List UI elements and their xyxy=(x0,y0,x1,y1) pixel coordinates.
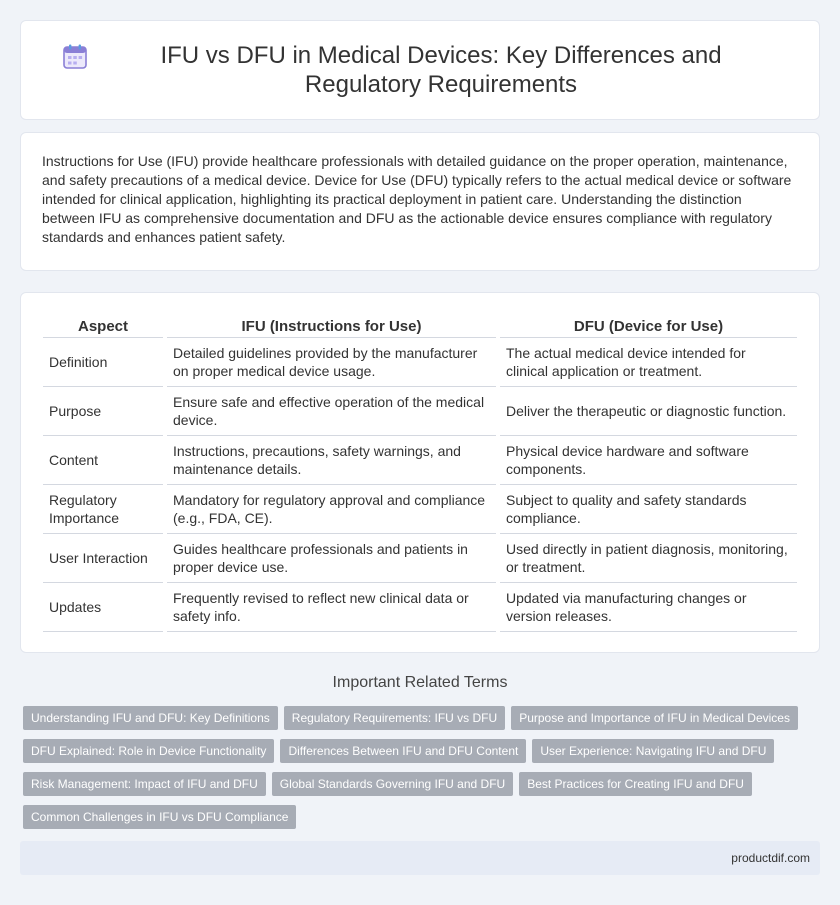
cell-aspect: User Interaction xyxy=(43,534,163,583)
related-tag[interactable]: Global Standards Governing IFU and DFU xyxy=(272,772,513,796)
cell-ifu: Ensure safe and effective operation of the medical device. xyxy=(167,387,496,436)
header-aspect: Aspect xyxy=(43,313,163,338)
related-tag[interactable]: Understanding IFU and DFU: Key Definitions xyxy=(23,706,278,730)
cell-ifu: Detailed guidelines provided by the manufacturer on proper medical device usage. xyxy=(167,338,496,387)
cell-dfu: Updated via manufacturing changes or version releases. xyxy=(500,583,797,632)
table-row xyxy=(43,583,797,632)
cell-dfu: Physical device hardware and software components. xyxy=(500,436,797,485)
table-row xyxy=(43,338,797,387)
cell-aspect: Purpose xyxy=(43,387,163,436)
footer xyxy=(20,841,820,875)
table-row xyxy=(43,436,797,485)
header-dfu: DFU (Device for Use) xyxy=(500,313,797,338)
footer-site-link[interactable]: productdif.com xyxy=(731,851,810,865)
header-ifu: IFU (Instructions for Use) xyxy=(167,313,496,338)
cell-dfu: Deliver the therapeutic or diagnostic function. xyxy=(500,387,797,436)
related-tag[interactable]: Best Practices for Creating IFU and DFU xyxy=(519,772,752,796)
header-inner xyxy=(61,41,779,99)
related-tag[interactable]: User Experience: Navigating IFU and DFU xyxy=(532,739,774,763)
intro-card xyxy=(20,132,820,271)
table-row xyxy=(43,534,797,583)
cell-aspect: Regulatory Importance xyxy=(43,485,163,534)
related-tag[interactable]: DFU Explained: Role in Device Functionality xyxy=(23,739,274,763)
cell-aspect: Definition xyxy=(43,338,163,387)
calendar-icon xyxy=(61,43,89,71)
table-row xyxy=(43,387,797,436)
cell-dfu: Subject to quality and safety standards compliance. xyxy=(500,485,797,534)
related-tag[interactable]: Risk Management: Impact of IFU and DFU xyxy=(23,772,266,796)
cell-dfu: The actual medical device intended for clinical application or treatment. xyxy=(500,338,797,387)
cell-ifu: Mandatory for regulatory approval and compliance (e.g., FDA, CE). xyxy=(167,485,496,534)
related-terms-title: Important Related Terms xyxy=(332,674,508,691)
comparison-card xyxy=(20,292,820,653)
related-tag[interactable]: Common Challenges in IFU vs DFU Compliance xyxy=(23,805,296,829)
related-tag[interactable]: Differences Between IFU and DFU Content xyxy=(280,739,526,763)
cell-dfu: Used directly in patient diagnosis, monitoring, or treatment. xyxy=(500,534,797,583)
header-card xyxy=(20,20,820,120)
cell-aspect: Content xyxy=(43,436,163,485)
cell-ifu: Instructions, precautions, safety warnings, and maintenance details. xyxy=(167,436,496,485)
related-tags xyxy=(23,706,823,838)
comparison-table xyxy=(39,313,801,632)
cell-ifu: Frequently revised to reflect new clinical data or safety info. xyxy=(167,583,496,632)
cell-aspect: Updates xyxy=(43,583,163,632)
table-header-row xyxy=(43,313,797,338)
page-title: IFU vs DFU in Medical Devices: Key Differences and Regulatory Requirements xyxy=(160,42,722,98)
related-tag[interactable]: Purpose and Importance of IFU in Medical Devices xyxy=(511,706,798,730)
cell-ifu: Guides healthcare professionals and patients in proper device use. xyxy=(167,534,496,583)
related-tag[interactable]: Regulatory Requirements: IFU vs DFU xyxy=(284,706,505,730)
intro-text: Instructions for Use (IFU) provide healthcare professionals with detailed guidance on the proper operation, maintenance, and safety precautions of a medical device. Device for Use (DFU) typically refers to the actual medical device or software intended for clinical application, highlighting its practical deployment in patient care. Understanding the distinction between IFU as comprehensive documentation and DFU as the actionable device ensures compliance with regulatory standards and enhances patient safety. xyxy=(42,153,792,245)
table-row xyxy=(43,485,797,534)
